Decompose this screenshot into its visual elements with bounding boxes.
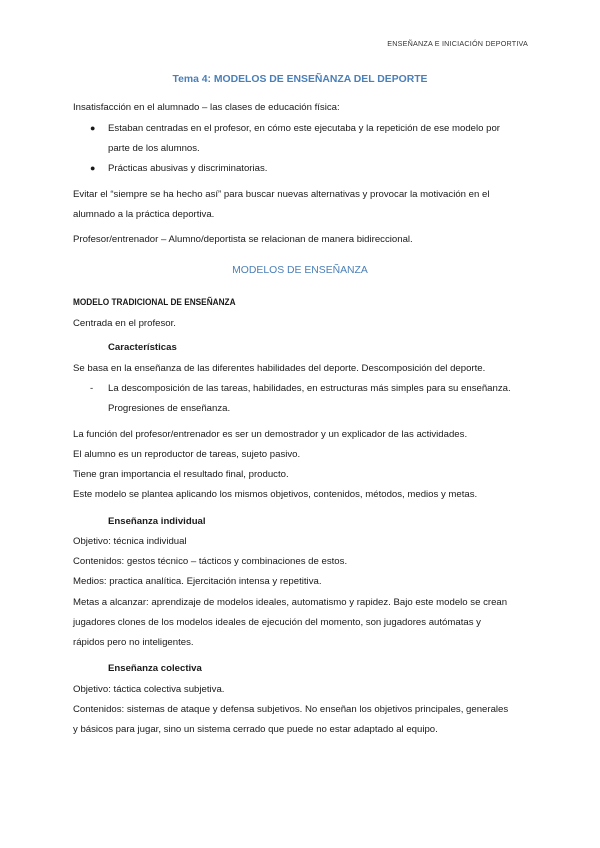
dash-icon: -	[90, 383, 94, 394]
bullet-1-line-2: parte de los alumnos.	[108, 143, 200, 154]
section-title: MODELOS DE ENSEÑANZA	[232, 265, 368, 276]
individual-metas-line: jugadores clones de los modelos ideales de ejecución del momento, son jugadores autómatas y	[73, 617, 481, 628]
paragraph-1-line-2: alumnado a la práctica deportiva.	[73, 209, 215, 220]
traditional-line: Este modelo se plantea aplicando los mismos objetivos, contenidos, métodos, medios y metas.	[73, 489, 478, 500]
collective-heading: Enseñanza colectiva	[108, 663, 202, 674]
individual-medios: Medios: practica analítica. Ejercitación intensa y repetitiva.	[73, 576, 322, 587]
collective-objetivo: Objetivo: táctica colectiva subjetiva.	[73, 684, 225, 695]
traditional-line: El alumno es un reproductor de tareas, sujeto pasivo.	[73, 449, 301, 460]
traditional-line: Tiene gran importancia el resultado final, producto.	[73, 469, 289, 480]
dash-item-line-2: Progresiones de enseñanza.	[108, 403, 231, 414]
individual-metas-line: rápidos pero no inteligentes.	[73, 637, 194, 648]
individual-heading: Enseñanza individual	[108, 516, 206, 527]
characteristics-heading: Características	[108, 342, 177, 353]
collective-contenidos-line: Contenidos: sistemas de ataque y defensa subjetivos. No enseñan los objetivos principales, generales	[73, 704, 509, 715]
bullet-2-line-1: Prácticas abusivas y discriminatorias.	[108, 163, 268, 174]
bullet-1-line-1: Estaban centradas en el profesor, en cómo este ejecutaba y la repetición de ese modelo por	[108, 123, 500, 134]
page-title: Tema 4: MODELOS DE ENSEÑANZA DEL DEPORTE	[172, 74, 428, 85]
paragraph-2: Profesor/entrenador – Alumno/deportista se relacionan de manera bidireccional.	[73, 234, 413, 245]
bullet-icon: ●	[90, 123, 96, 133]
individual-metas-line: Metas a alcanzar: aprendizaje de modelos ideales, automatismo y rapidez. Bajo este modelo se crean	[73, 597, 508, 608]
running-header: ENSEÑANZA E INICIACIÓN DEPORTIVA	[387, 39, 528, 48]
individual-contenidos: Contenidos: gestos técnico – tácticos y combinaciones de estos.	[73, 556, 348, 567]
intro-text: Insatisfacción en el alumnado – las clases de educación física:	[73, 102, 340, 113]
individual-objetivo: Objetivo: técnica individual	[73, 536, 187, 547]
dash-item-line-1: La descomposición de las tareas, habilidades, en estructuras más simples para su enseñanza.	[108, 383, 511, 394]
traditional-line: La función del profesor/entrenador es ser un demostrador y un explicador de las actividades.	[73, 429, 468, 440]
paragraph-1-line-1: Evitar el “siempre se ha hecho así” para buscar nuevas alternativas y provocar la motivación en el	[73, 189, 490, 200]
bullet-icon: ●	[90, 163, 96, 173]
traditional-model-heading: MODELO TRADICIONAL DE ENSEÑANZA	[73, 296, 236, 307]
traditional-centered: Centrada en el profesor.	[73, 318, 176, 329]
characteristics-text: Se basa en la enseñanza de las diferentes habilidades del deporte. Descomposición del deporte.	[73, 363, 486, 374]
collective-contenidos-line: y básicos para jugar, sino un sistema cerrado que puede no estar adaptado al equipo.	[73, 724, 438, 735]
